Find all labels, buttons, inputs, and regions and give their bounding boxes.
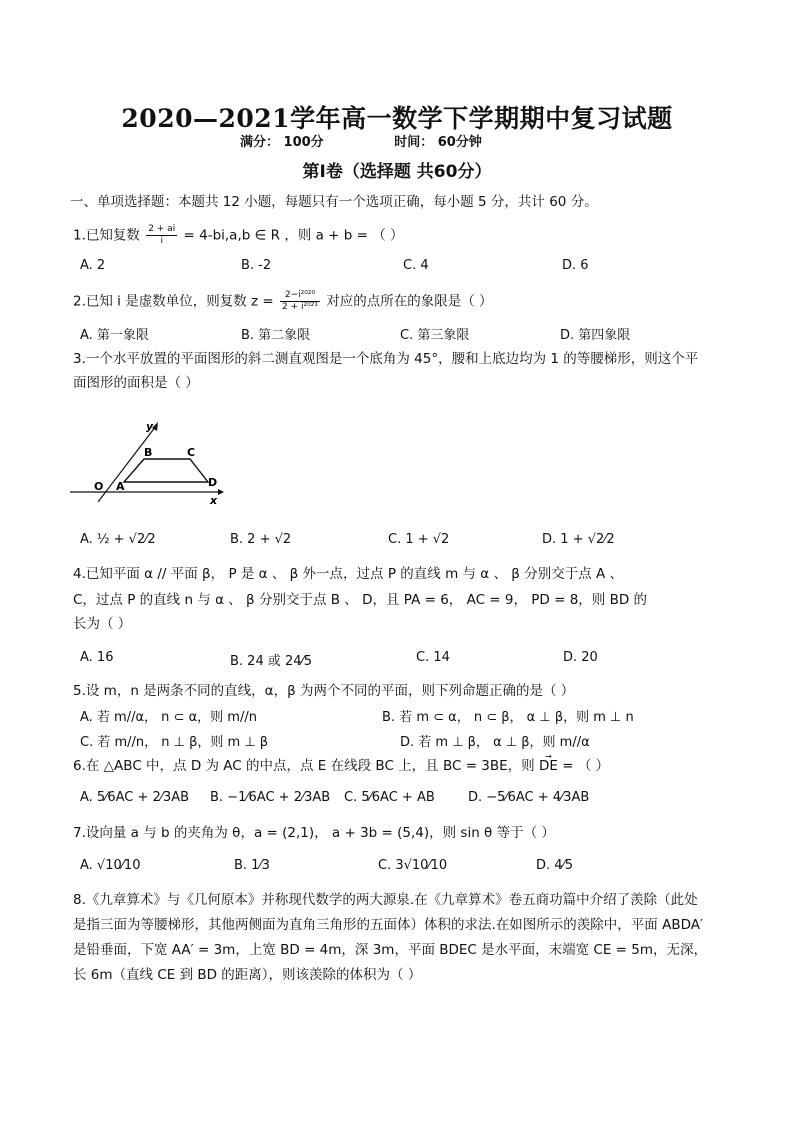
q7-option-d[interactable]: D. 4⁄5 (536, 858, 573, 873)
q2-option-b[interactable]: B. 第二象限 (241, 328, 311, 343)
q2-suffix: 对应的点所在的象限是（ ） (326, 293, 493, 310)
question-6-options (80, 790, 740, 810)
question-2-stem (73, 290, 493, 313)
q7-option-c[interactable]: C. 3√10⁄10 (378, 858, 448, 873)
exam-title: 2020—2021学年高一数学下学期期中复习试题 (121, 104, 673, 133)
q1-suffix: = 4-bi,a,b ∈ R ，则 a + b = （ ） (183, 227, 404, 244)
q1-option-c[interactable]: C. 4 (403, 258, 429, 273)
q6-vector-de: → DE (539, 756, 558, 776)
q2-frac-num: 2−i²⁰²⁰ (280, 290, 320, 302)
q3-option-a[interactable]: A. ½ + √2⁄2 (80, 532, 156, 547)
q6-option-a[interactable]: A. 5⁄6AC + 2⁄3AB (80, 790, 190, 805)
question-4-line-1: 4.已知平面 α // 平面 β， P 是 α 、 β 外一点，过点 P 的直线 m 与 α 、 β 分别交于点 A 、 (73, 566, 624, 582)
q5-option-a[interactable]: A. 若 m//α， n ⊂ α，则 m//n (80, 710, 257, 725)
trapezoid-figure (68, 418, 228, 510)
q6-option-c[interactable]: C. 5⁄6AC + AB (344, 790, 435, 805)
q6-stem-b: = （ ） (562, 758, 610, 774)
x-axis-arrow (218, 489, 224, 495)
q1-frac-den: i (160, 236, 163, 246)
q5-option-c[interactable]: C. 若 m//n， n ⊥ β，则 m ⊥ β (80, 735, 269, 750)
q4-option-c[interactable]: C. 14 (416, 650, 450, 665)
q2-prefix: 2.已知 i 是虚数单位，则复数 z = (73, 293, 274, 310)
q3-option-c[interactable]: C. 1 + √2 (388, 532, 450, 547)
q3-option-b[interactable]: B. 2 + √2 (230, 532, 292, 547)
question-2-options (80, 324, 740, 344)
q6-option-b[interactable]: B. −1⁄6AC + 2⁄3AB (210, 790, 331, 805)
q2-option-a[interactable]: A. 第一象限 (80, 328, 149, 343)
question-8-line-2: 是指三面为等腰梯形，其他两侧面为直角三角形的五面体）体积的求法.在如图所示的羡除中，平面 ABDA′ (73, 917, 704, 933)
point-a-label: A (116, 480, 125, 493)
question-5-options-row-2 (80, 731, 740, 751)
point-c-label: C (187, 446, 196, 459)
question-1-stem (73, 224, 404, 247)
instructions: 一、单项选择题：本题共 12 小题，每题只有一个选项正确，每小题 5 分，共计 60 分。 (70, 194, 598, 210)
q1-option-a[interactable]: A. 2 (80, 258, 106, 273)
question-3-line-2: 面图形的面积是（ ） (73, 375, 199, 391)
q5-option-d[interactable]: D. 若 m ⊥ β， α ⊥ β，则 m//α (400, 735, 590, 750)
q6-option-d[interactable]: D. −5⁄6AC + 4⁄3AB (468, 790, 590, 805)
q2-fraction (280, 290, 320, 313)
q5-option-b[interactable]: B. 若 m ⊂ α， n ⊂ β， α ⊥ β，则 m ⊥ n (382, 710, 634, 725)
y-axis-line (98, 426, 156, 502)
q7-option-a[interactable]: A. √10⁄10 (80, 858, 141, 873)
question-8-line-3: 是铅垂面，下宽 AA′ = 3m，上宽 BD = 4m，深 3m，平面 BDEC 是水平面，末端宽 CE = 5m，无深， (73, 942, 708, 958)
question-4-line-3: 长为（ ） (73, 616, 132, 632)
q4-option-b[interactable]: B. 24 或 24⁄5 (230, 654, 312, 669)
q2-frac-den: 2 + i²⁰²¹ (282, 302, 318, 312)
question-4-options (80, 650, 740, 670)
section-title: 第Ⅰ卷（选择题 共60分） (302, 162, 492, 182)
exam-time: 时间： 60分钟 (394, 135, 482, 150)
point-b-label: B (144, 446, 153, 459)
q1-option-b[interactable]: B. -2 (241, 258, 272, 273)
q4-option-d[interactable]: D. 20 (563, 650, 598, 665)
exam-meta (240, 131, 488, 150)
question-3-line-1: 3.一个水平放置的平面图形的斜二测直观图是一个底角为 45°，腰和上底边均为 1 的等腰梯形，则这个平 (73, 351, 699, 367)
question-3-options (80, 532, 740, 552)
origin-label: O (94, 480, 104, 493)
question-5-options-row-1 (80, 706, 740, 726)
question-7-stem: 7.设向量 a 与 b 的夹角为 θ，a = (2,1)， a + 3b = (5,4)，则 sin θ 等于（ ） (73, 825, 555, 841)
q1-frac-num: 2 + ai (148, 224, 176, 234)
trapezoid-shape (124, 459, 208, 482)
q6-stem-a: 6.在 △ABC 中，点 D 为 AC 的中点，点 E 在线段 BC 上，且 BC = 3BE，则 (73, 758, 535, 774)
q4-option-a[interactable]: A. 16 (80, 650, 114, 665)
question-6-stem (73, 756, 609, 776)
q1-prefix: 1.已知复数 (73, 227, 140, 244)
q1-option-d[interactable]: D. 6 (562, 258, 589, 273)
q2-option-c[interactable]: C. 第三象限 (400, 328, 470, 343)
x-axis-label: x (210, 494, 218, 507)
y-axis-label: y (146, 420, 154, 433)
question-4-line-2: C，过点 P 的直线 n 与 α 、 β 分别交于点 B 、 D，且 PA = 6， AC = 9， PD = 8，则 BD 的 (73, 592, 648, 608)
q2-option-d[interactable]: D. 第四象限 (560, 328, 631, 343)
question-7-options (80, 858, 740, 878)
question-1-options (80, 258, 740, 278)
q7-option-b[interactable]: B. 1⁄3 (234, 858, 270, 873)
full-score: 满分： 100分 (240, 135, 324, 150)
question-5-stem: 5.设 m，n 是两条不同的直线，α，β 为两个不同的平面，则下列命题正确的是（ ） (73, 683, 575, 699)
point-d-label: D (208, 476, 218, 489)
question-8-line-4: 长 6m（直线 CE 到 BD 的距离），则该羡除的体积为（ ） (73, 967, 422, 983)
q3-option-d[interactable]: D. 1 + √2⁄2 (542, 532, 615, 547)
q1-fraction (146, 224, 177, 247)
question-8-line-1: 8.《九章算术》与《几何原本》并称现代数学的两大源泉.在《九章算术》卷五商功篇中介绍了羡除（此处 (73, 892, 698, 908)
